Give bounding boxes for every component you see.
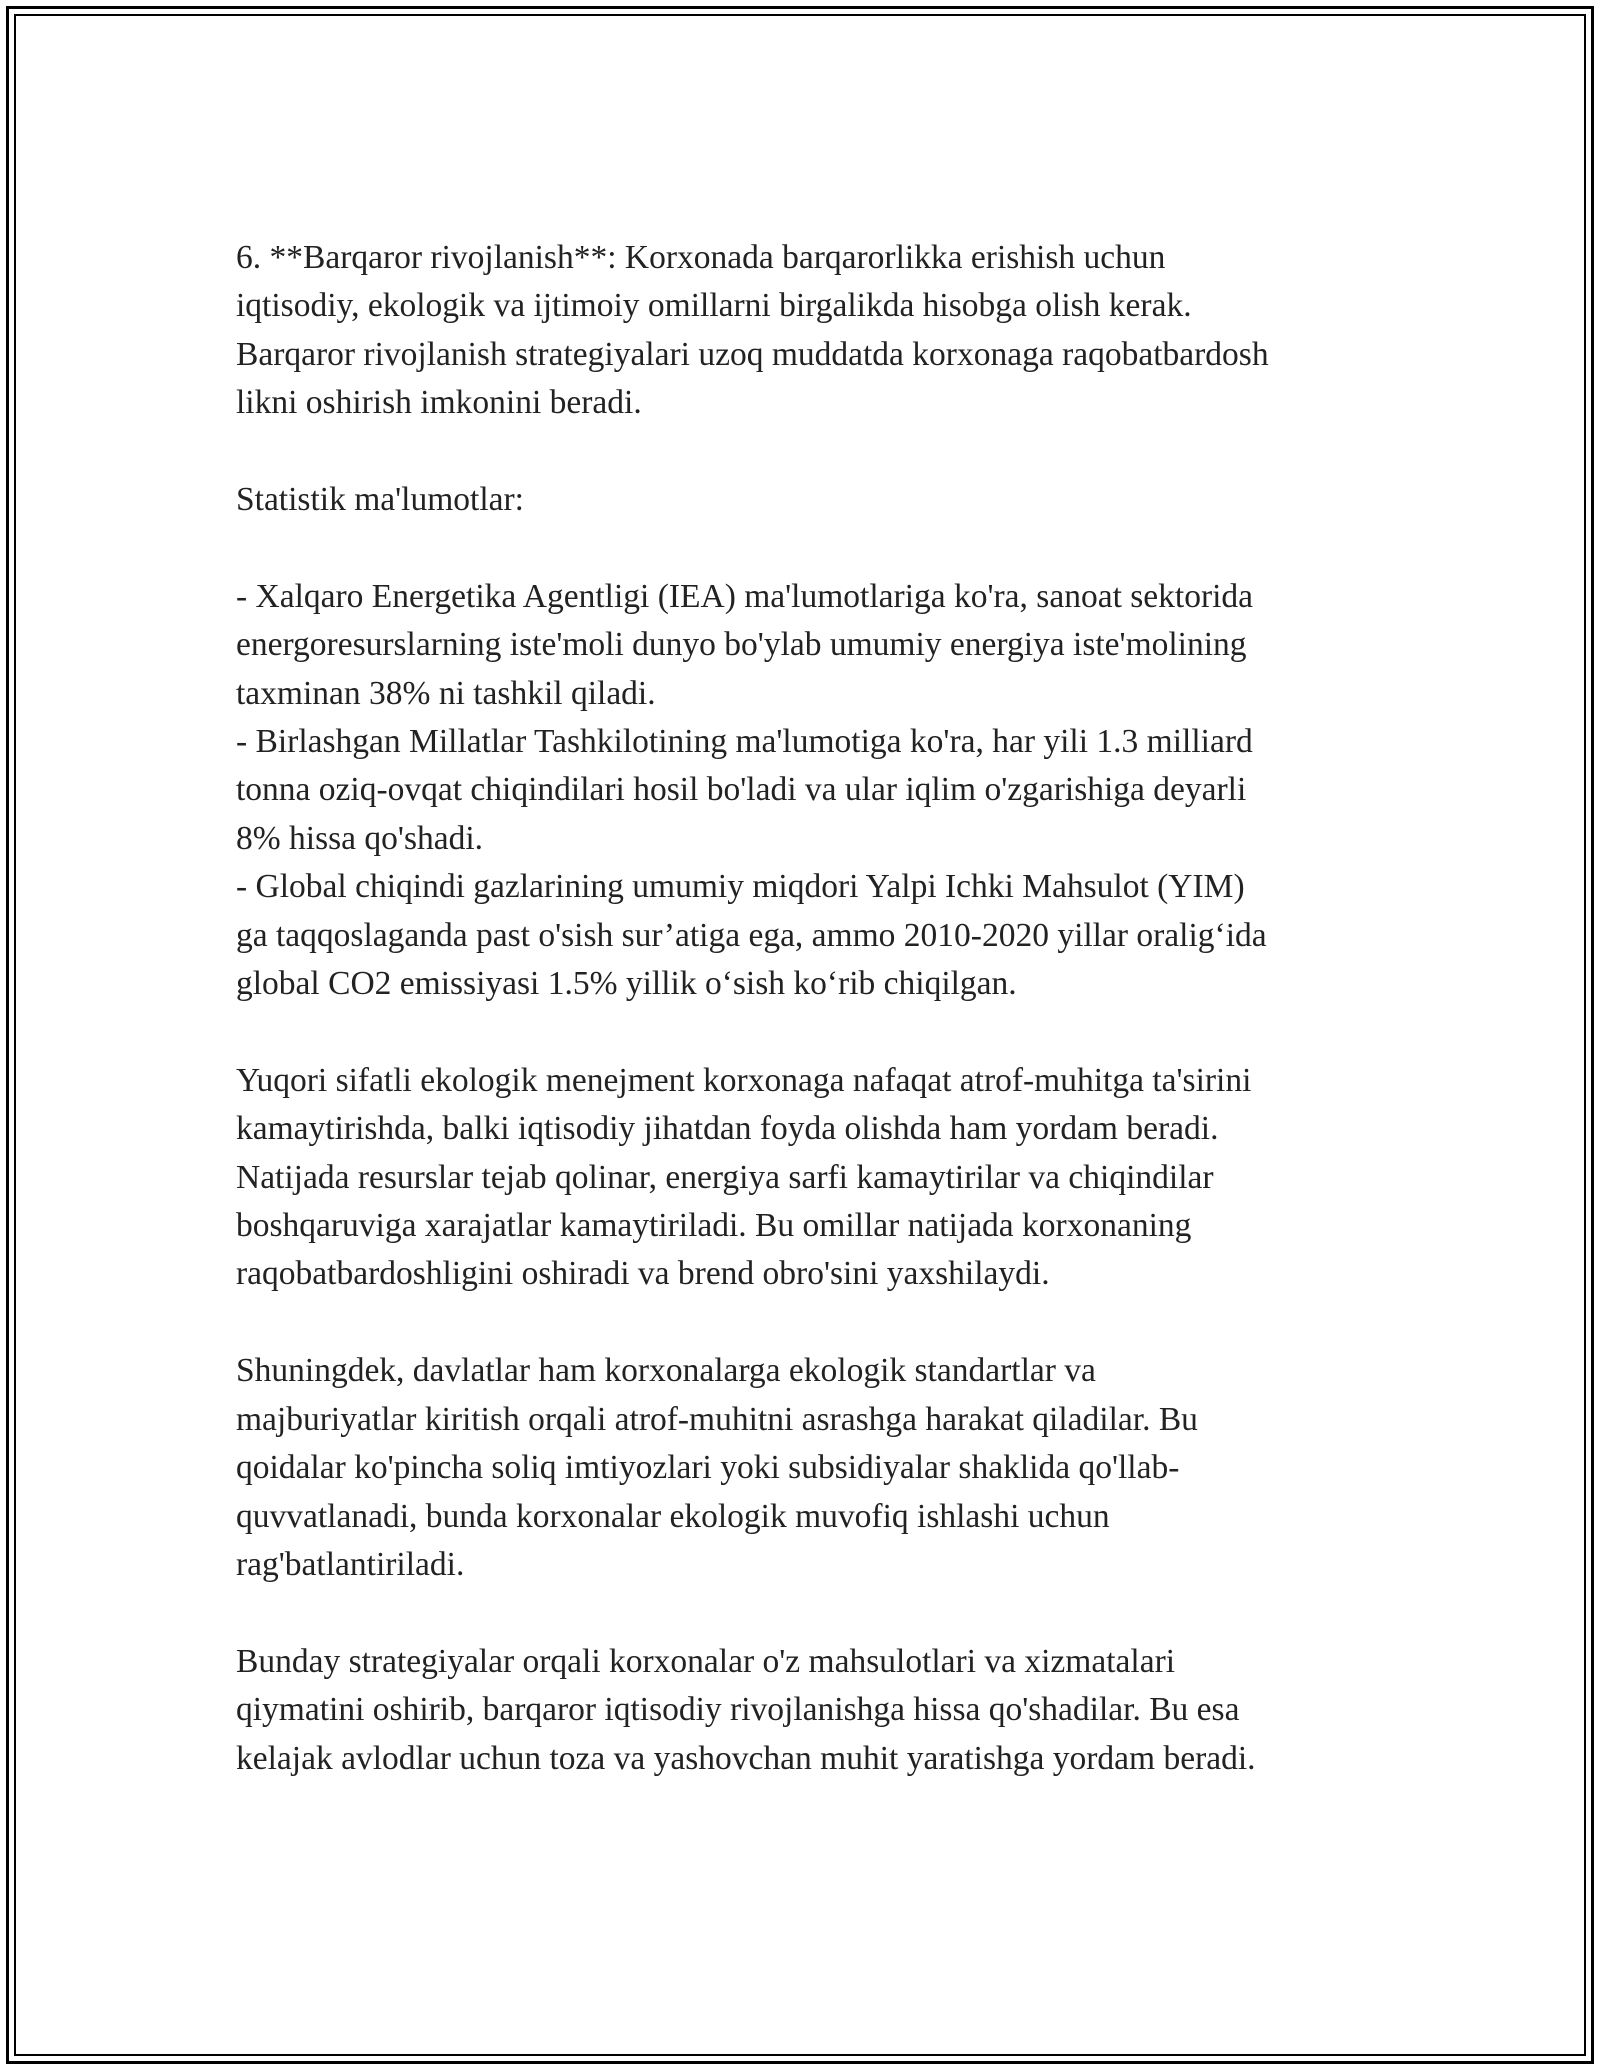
paragraph-gap (236, 428, 1386, 476)
paragraph-gap (236, 524, 1386, 572)
paragraph-state-standards: Shuningdek, davlatlar ham korxonalarga ekologik standartlar va majburiyatlar kiritish orqali atrof-muhitni asrashga harakat qiladilar. Bu qoidalar ko'pincha soliq imtiyozlari yoki subsidiyalar shaklida qo'llab- quvvatlanadi, bunda korxonalar ekologik muvofiq ishlashi uchun rag'batlantiriladi. (236, 1352, 1198, 1583)
paragraph-statistics-heading: Statistik ma'lumotlar: (236, 481, 524, 519)
paragraph-conclusion: Bunday strategiyalar orqali korxonalar o'z mahsulotlari va xizmatalari qiymatini oshirib, barqaror iqtisodiy rivojlanishga hissa qo'shadilar. Bu esa kelajak avlodlar uchun toza va yashovchan muhit yaratishga yordam beradi. (236, 1642, 1256, 1777)
paragraph-gap (236, 1008, 1386, 1056)
paragraph-environmental-management: Yuqori sifatli ekologik menejment korxonaga nafaqat atrof-muhitga ta'sirini kamaytirishda, balki iqtisodiy jihatdan foyda olishda ham yordam beradi. Natijada resurslar tejab qolinar, energiya sarfi kamaytirilar va chiqindilar boshqaruviga xarajatlar kamaytiriladi. Bu omillar natijada korxonaning raqobatbardoshligini oshiradi va brend obro'sini yaxshilaydi. (236, 1061, 1252, 1293)
paragraph-gap (236, 1589, 1386, 1637)
paragraph-gap (236, 1299, 1386, 1347)
paragraph-sustainable-development: 6. **Barqaror rivojlanish**: Korxonada barqarorlikka erishish uchun iqtisodiy, ekologik va ijtimoiy omillarni birgalikda hisobga olish kerak. Barqaror rivojlanish strategiyalari uzoq muddatda korxonaga raqobatbardosh likni oshirish imkonini beradi. (236, 239, 1269, 422)
paragraph-statistics-list: - Xalqaro Energetika Agentligi (IEA) ma'lumotlariga ko'ra, sanoat sektorida energoresurslarning iste'moli dunyo bo'ylab umumiy energiya iste'molining taxminan 38% ni tashkil qiladi. - Birlashgan Millatlar Tashkilotining ma'lumotiga ko'ra, har yili 1.3 milliard tonna oziq-ovqat chiqindilari hosil bo'ladi va ular iqlim o'zgarishiga deyarli 8% hissa qo'shadi. - Global chiqindi gazlarining umumiy miqdori Yalpi Ichki Mahsulot (YIM) ga taqqoslaganda past o'sish sur’atiga ega, ammo 2010-2020 yillar oralig‘ida global CO2 emissiyasi 1.5% yillik o‘sish ko‘rib chiqilgan. (236, 577, 1267, 1003)
document-body (236, 234, 1386, 1783)
